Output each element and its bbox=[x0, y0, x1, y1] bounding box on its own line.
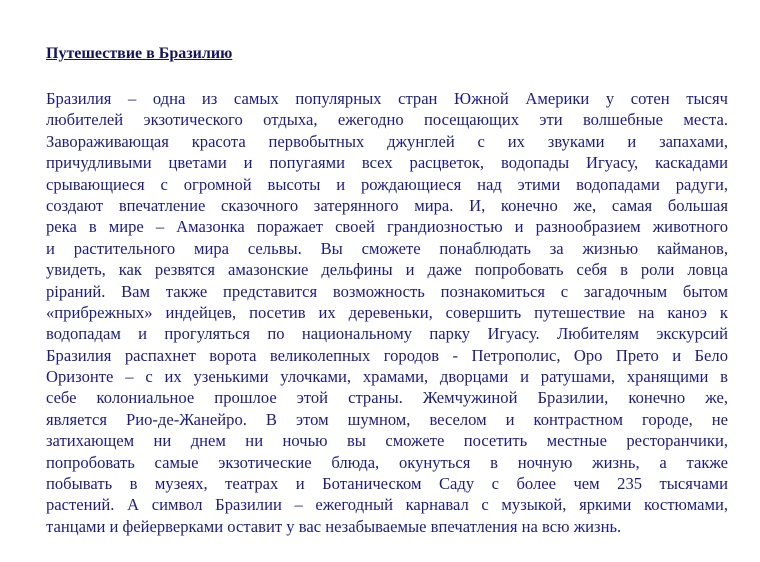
text-line: причудливыми цветами и попугаями всех расцветок, водопады Игуасу, каскадами bbox=[46, 153, 728, 173]
text-line: piраний. Вам также представится возможность познакомиться с загадочным бытом bbox=[46, 281, 728, 301]
text-line: попробовать самые экзотические блюда, окунуться в ночную жизнь, а также bbox=[46, 452, 728, 472]
text-line: любителей экзотического отдыха, ежегодно посещающих эти волшебные места. bbox=[46, 110, 728, 130]
text-line: срывающиеся с огромной высоты и рождающиеся над этими водопадами радуги, bbox=[46, 174, 728, 194]
text-line: водопадам и прогуляться по национальному парку Игуасу. Любителям экскурсий bbox=[46, 324, 728, 344]
document-body bbox=[46, 88, 728, 537]
document-page bbox=[46, 44, 728, 537]
text-line: растений. А символ Бразилии – ежегодный карнавал с музыкой, яркими костюмами, bbox=[46, 495, 728, 515]
text-line: Бразилия – одна из самых популярных стран Южной Америки у сотен тысяч bbox=[46, 89, 728, 108]
text-line: танцами и фейерверками оставит у вас незабываемые впечатления на всю жизнь. bbox=[46, 516, 622, 536]
text-line: «прибрежных» индейцев, посетив их деревеньки, совершить путешествие на каноэ к bbox=[46, 302, 728, 322]
text-line: Бразилия распахнет ворота великолепных городов - Петрополис, Оро Прето и Бело bbox=[46, 345, 728, 365]
text-line: затихающем ни днем ни ночью вы сможете посетить местные ресторанчики, bbox=[46, 431, 728, 451]
text-line: является Рио-де-Жанейро. В этом шумном, веселом и контрастном городе, не bbox=[46, 409, 728, 429]
text-line: Оризонте – с их узенькими улочками, храмами, дворцами и ратушами, хранящими в bbox=[46, 367, 728, 387]
text-line: создают впечатление сказочного затерянного мира. И, конечно же, самая большая bbox=[46, 195, 728, 215]
text-line: побывать в музеях, театрах и Ботаническом Саду с более чем 235 тысячами bbox=[46, 474, 728, 494]
text-line: Завораживающая красота первобытных джунглей с их звуками и запахами, bbox=[46, 131, 728, 151]
text-line: и растительного мира сельвы. Вы сможете понаблюдать за жизнью кайманов, bbox=[46, 238, 728, 258]
document-title: Путешествие в Бразилию bbox=[46, 45, 233, 62]
text-line: увидеть, как резвятся амазонские дельфины и даже попробовать себя в роли ловца bbox=[46, 260, 728, 280]
text-line: себе колониальное прошлое этой страны. Жемчужиной Бразилии, конечно же, bbox=[46, 388, 728, 408]
text-line: река в мире – Амазонка поражает своей грандиозностью и разнообразием животного bbox=[46, 217, 728, 237]
